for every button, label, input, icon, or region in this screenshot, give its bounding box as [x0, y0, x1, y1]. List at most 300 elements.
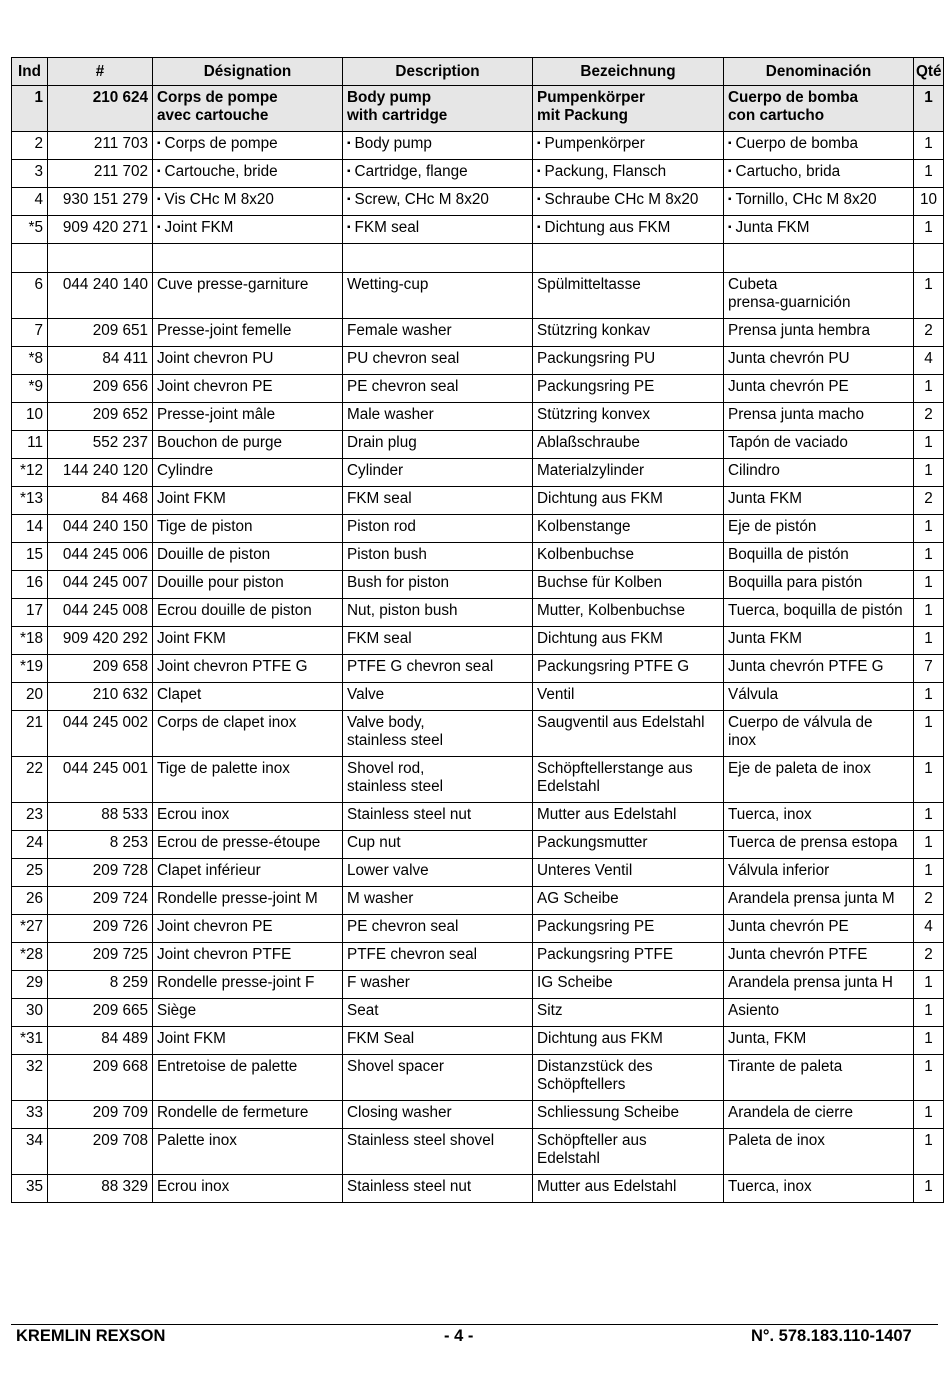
cell-denominacion-text: Tapón de vaciado	[728, 434, 848, 451]
table-row	[12, 571, 944, 599]
cell-denominacion	[724, 1129, 914, 1175]
cell-designation-text: Bouchon de purge	[157, 434, 283, 451]
cell-denominacion-text: Tuerca, inox	[728, 806, 812, 823]
cell-description-text: Body pump	[347, 89, 432, 106]
cell-ind-text: 26	[25, 890, 43, 907]
cell-denominacion-text: Boquilla de pistón	[728, 546, 849, 563]
cell-denominacion-text: Junta chevrón PU	[728, 350, 850, 367]
cell-bezeichnung	[533, 543, 724, 571]
cell-qty	[914, 431, 944, 459]
bullet-icon: ▪	[157, 166, 161, 177]
table-row	[12, 160, 944, 188]
cell-part-number	[48, 273, 153, 319]
cell-denominacion-text: Prensa junta macho	[728, 406, 865, 423]
cell-description-text: Stainless steel shovel	[347, 1132, 495, 1149]
cell-part-number-text: 209 724	[92, 890, 148, 907]
cell-bezeichnung-text: Packungsring PTFE	[537, 946, 674, 963]
cell-bezeichnung	[533, 459, 724, 487]
cell-bezeichnung-text: Edelstahl	[537, 778, 600, 795]
cell-qty	[914, 403, 944, 431]
cell-denominacion	[724, 943, 914, 971]
cell-description-text: FKM seal	[354, 219, 420, 236]
cell-description-text: FKM Seal	[347, 1030, 415, 1047]
table-row	[12, 1027, 944, 1055]
cell-designation-text: Tige de piston	[157, 518, 253, 535]
cell-ind	[12, 859, 48, 887]
cell-ind	[12, 971, 48, 999]
cell-designation-text: Cylindre	[157, 462, 214, 479]
cell-designation	[153, 132, 343, 160]
cell-designation	[153, 347, 343, 375]
cell-ind-text: *31	[20, 1030, 43, 1047]
bullet-icon: ▪	[347, 166, 351, 177]
cell-designation	[153, 487, 343, 515]
cell-bezeichnung-text: IG Scheibe	[537, 974, 613, 991]
cell-denominacion-text: Junta, FKM	[728, 1030, 807, 1047]
bullet-icon: ▪	[537, 166, 541, 177]
cell-bezeichnung-text: Pumpenkörper	[537, 89, 645, 106]
cell-designation-text: Clapet	[157, 686, 202, 703]
cell-denominacion-text: Cuerpo de válvula de	[728, 714, 873, 731]
cell-bezeichnung-text: Materialzylinder	[537, 462, 645, 479]
cell-description	[343, 160, 533, 188]
cell-qty	[914, 347, 944, 375]
cell-part-number	[48, 683, 153, 711]
cell-part-number-text: 210 632	[92, 686, 148, 703]
cell-ind	[12, 571, 48, 599]
table-row	[12, 887, 944, 915]
bullet-icon: ▪	[537, 222, 541, 233]
cell-qty	[914, 859, 944, 887]
table-row	[12, 803, 944, 831]
cell-designation-text: Corps de pompe	[164, 135, 278, 152]
cell-bezeichnung-text: Packungsring PU	[537, 350, 656, 367]
col-header-denominacion: Denominación	[724, 58, 914, 86]
cell-designation-text: Clapet inférieur	[157, 862, 261, 879]
cell-denominacion-text: Junta chevrón PE	[728, 918, 849, 935]
cell-denominacion	[724, 571, 914, 599]
cell-part-number-text: 209 709	[92, 1104, 148, 1121]
cell-qty-text: 1	[924, 434, 933, 451]
cell-designation-text: Ecrou douille de piston	[157, 602, 312, 619]
cell-bezeichnung	[533, 803, 724, 831]
cell-denominacion-text: prensa-guarnición	[728, 294, 851, 311]
cell-bezeichnung-text: Ventil	[537, 686, 575, 703]
cell-description-text: Stainless steel nut	[347, 1178, 472, 1195]
cell-description-text: Nut, piston bush	[347, 602, 458, 619]
cell-denominacion-text: Tornillo, CHc M 8x20	[735, 191, 877, 208]
cell-bezeichnung	[533, 347, 724, 375]
cell-qty	[914, 132, 944, 160]
cell-part-number-text: 209 665	[92, 1002, 148, 1019]
cell-denominacion	[724, 543, 914, 571]
cell-ind-text: 7	[34, 322, 43, 339]
table-row	[12, 319, 944, 347]
cell-bezeichnung-text: AG Scheibe	[537, 890, 619, 907]
table-row	[12, 403, 944, 431]
cell-designation	[153, 160, 343, 188]
cell-part-number-text: 88 533	[101, 806, 148, 823]
cell-bezeichnung-text: Saugventil aus Edelstahl	[537, 714, 705, 731]
col-header-ind: Ind	[12, 58, 48, 86]
cell-denominacion	[724, 459, 914, 487]
cell-bezeichnung-text: Spülmitteltasse	[537, 276, 641, 293]
cell-description	[343, 757, 533, 803]
cell-part-number	[48, 431, 153, 459]
cell-description-text: Lower valve	[347, 862, 429, 879]
cell-denominacion	[724, 999, 914, 1027]
cell-description	[343, 1175, 533, 1203]
table-row	[12, 599, 944, 627]
cell-description	[343, 683, 533, 711]
cell-denominacion-text: Paleta de inox	[728, 1132, 825, 1149]
cell-part-number-text: 909 420 292	[62, 630, 148, 647]
cell-designation	[153, 244, 343, 273]
cell-ind-text: 17	[25, 602, 43, 619]
cell-qty	[914, 943, 944, 971]
bullet-icon: ▪	[728, 138, 732, 149]
table-row	[12, 216, 944, 244]
cell-ind	[12, 515, 48, 543]
cell-denominacion-text: Válvula	[728, 686, 779, 703]
cell-denominacion	[724, 487, 914, 515]
cell-bezeichnung	[533, 515, 724, 543]
cell-designation-text: Ecrou inox	[157, 1178, 230, 1195]
cell-description-text: Valve body,	[347, 714, 425, 731]
cell-part-number-text: 84 489	[101, 1030, 148, 1047]
cell-denominacion	[724, 347, 914, 375]
cell-part-number	[48, 599, 153, 627]
cell-qty	[914, 1027, 944, 1055]
cell-ind-text: 2	[34, 135, 43, 152]
cell-qty-text: 1	[924, 462, 933, 479]
cell-part-number	[48, 216, 153, 244]
cell-bezeichnung	[533, 132, 724, 160]
cell-qty-text: 1	[924, 163, 933, 180]
cell-bezeichnung	[533, 915, 724, 943]
cell-part-number-text: 930 151 279	[62, 191, 148, 208]
cell-qty-text: 1	[924, 1178, 933, 1195]
cell-description-text: Shovel rod,	[347, 760, 425, 777]
table-row	[12, 487, 944, 515]
cell-description	[343, 803, 533, 831]
cell-part-number-text: 211 703	[93, 135, 148, 152]
cell-qty-text: 1	[924, 574, 933, 591]
cell-part-number	[48, 459, 153, 487]
cell-qty-text: 1	[924, 1030, 933, 1047]
cell-part-number	[48, 1027, 153, 1055]
cell-denominacion	[724, 1027, 914, 1055]
cell-qty	[914, 655, 944, 683]
table-row	[12, 655, 944, 683]
cell-qty	[914, 375, 944, 403]
cell-part-number-text: 044 245 002	[62, 714, 148, 731]
cell-designation-text: Joint chevron PE	[157, 918, 273, 935]
cell-designation	[153, 319, 343, 347]
cell-qty	[914, 1129, 944, 1175]
cell-designation-text: Tige de palette inox	[157, 760, 290, 777]
cell-description	[343, 887, 533, 915]
footer-divider	[11, 1324, 938, 1325]
cell-denominacion-text: con cartucho	[728, 107, 825, 124]
cell-description	[343, 1027, 533, 1055]
cell-ind-text: *18	[20, 630, 43, 647]
cell-qty-text: 1	[924, 546, 933, 563]
cell-description-text: Drain plug	[347, 434, 417, 451]
table-row	[12, 915, 944, 943]
cell-ind	[12, 543, 48, 571]
cell-designation	[153, 543, 343, 571]
cell-description	[343, 1055, 533, 1101]
cell-qty-text: 1	[924, 686, 933, 703]
table-row	[12, 943, 944, 971]
cell-denominacion	[724, 803, 914, 831]
cell-denominacion	[724, 244, 914, 273]
cell-designation	[153, 757, 343, 803]
cell-part-number	[48, 887, 153, 915]
cell-qty-text: 1	[924, 89, 933, 106]
cell-qty-text: 1	[924, 602, 933, 619]
cell-denominacion	[724, 887, 914, 915]
col-header-qty: Qté	[914, 58, 944, 86]
cell-ind	[12, 999, 48, 1027]
table-row	[12, 375, 944, 403]
cell-bezeichnung	[533, 319, 724, 347]
table-row	[12, 347, 944, 375]
cell-denominacion-text: Eje de paleta de inox	[728, 760, 871, 777]
cell-designation	[153, 1129, 343, 1175]
cell-denominacion	[724, 599, 914, 627]
cell-denominacion	[724, 831, 914, 859]
cell-bezeichnung-text: Edelstahl	[537, 1150, 600, 1167]
table-row	[12, 132, 944, 160]
cell-part-number	[48, 1129, 153, 1175]
cell-denominacion	[724, 319, 914, 347]
cell-bezeichnung-text: Packungsring PE	[537, 918, 655, 935]
cell-ind-text: *28	[20, 946, 43, 963]
bullet-icon: ▪	[537, 194, 541, 205]
cell-denominacion	[724, 375, 914, 403]
cell-designation	[153, 887, 343, 915]
cell-qty-text: 1	[924, 760, 933, 777]
cell-designation-text: Joint chevron PE	[157, 378, 273, 395]
cell-description-text: PE chevron seal	[347, 918, 459, 935]
cell-description	[343, 273, 533, 319]
cell-qty-text: 4	[924, 350, 933, 367]
cell-bezeichnung	[533, 757, 724, 803]
cell-ind	[12, 1101, 48, 1129]
bullet-icon: ▪	[157, 222, 161, 233]
cell-denominacion-text: Arandela prensa junta M	[728, 890, 895, 907]
cell-qty-text: 1	[924, 219, 933, 236]
cell-bezeichnung-text: Packungsring PTFE G	[537, 658, 690, 675]
cell-ind-text: 33	[25, 1104, 43, 1121]
cell-bezeichnung	[533, 1027, 724, 1055]
cell-denominacion	[724, 86, 914, 132]
cell-designation	[153, 599, 343, 627]
cell-denominacion-text: Cilindro	[728, 462, 780, 479]
cell-part-number-text: 044 240 140	[62, 276, 148, 293]
cell-denominacion	[724, 160, 914, 188]
cell-designation	[153, 943, 343, 971]
cell-bezeichnung	[533, 683, 724, 711]
cell-designation-text: Joint FKM	[157, 1030, 226, 1047]
cell-part-number	[48, 711, 153, 757]
cell-qty	[914, 188, 944, 216]
cell-description-text: stainless steel	[347, 732, 444, 749]
cell-ind	[12, 319, 48, 347]
cell-description	[343, 655, 533, 683]
cell-denominacion-text: Eje de pistón	[728, 518, 817, 535]
cell-designation	[153, 431, 343, 459]
cell-bezeichnung-text: Schöpftellerstange aus	[537, 760, 693, 777]
cell-qty-text: 2	[924, 890, 933, 907]
cell-ind-text: 34	[25, 1132, 43, 1149]
cell-designation	[153, 403, 343, 431]
cell-ind	[12, 403, 48, 431]
cell-qty	[914, 216, 944, 244]
cell-part-number	[48, 831, 153, 859]
cell-part-number	[48, 627, 153, 655]
cell-description-text: Valve	[347, 686, 385, 703]
cell-qty-text: 1	[924, 135, 933, 152]
cell-part-number	[48, 543, 153, 571]
cell-part-number	[48, 655, 153, 683]
cell-part-number-text: 84 468	[101, 490, 148, 507]
cell-part-number	[48, 757, 153, 803]
cell-bezeichnung-text: Kolbenbuchse	[537, 546, 634, 563]
cell-designation	[153, 971, 343, 999]
cell-description-text: Wetting-cup	[347, 276, 429, 293]
table-row	[12, 1129, 944, 1175]
cell-designation	[153, 627, 343, 655]
col-header-number: #	[48, 58, 153, 86]
cell-designation-text: Rondelle presse-joint M	[157, 890, 318, 907]
cell-designation	[153, 188, 343, 216]
cell-ind	[12, 1027, 48, 1055]
cell-ind	[12, 273, 48, 319]
cell-description-text: Piston rod	[347, 518, 416, 535]
cell-ind	[12, 188, 48, 216]
cell-denominacion-text: Boquilla para pistón	[728, 574, 863, 591]
cell-ind-text: *5	[28, 219, 43, 236]
cell-denominacion	[724, 627, 914, 655]
cell-denominacion-text: Tirante de paleta	[728, 1058, 843, 1075]
cell-description	[343, 244, 533, 273]
cell-description-text: F washer	[347, 974, 410, 991]
cell-denominacion-text: Arandela de cierre	[728, 1104, 853, 1121]
cell-denominacion-text: Junta chevrón PTFE	[728, 946, 868, 963]
cell-denominacion-text: Tuerca, boquilla de pistón	[728, 602, 903, 619]
cell-bezeichnung	[533, 86, 724, 132]
cell-ind	[12, 86, 48, 132]
table-row	[12, 971, 944, 999]
cell-part-number-text: 88 329	[101, 1178, 148, 1195]
cell-designation	[153, 459, 343, 487]
cell-qty	[914, 571, 944, 599]
cell-description	[343, 711, 533, 757]
cell-description	[343, 831, 533, 859]
cell-ind-text: 4	[34, 191, 43, 208]
cell-part-number	[48, 375, 153, 403]
cell-denominacion	[724, 683, 914, 711]
cell-bezeichnung	[533, 831, 724, 859]
cell-part-number-text: 044 245 007	[62, 574, 148, 591]
cell-description	[343, 487, 533, 515]
cell-bezeichnung-text: Unteres Ventil	[537, 862, 633, 879]
cell-bezeichnung-text: Dichtung aus FKM	[537, 1030, 663, 1047]
cell-description-text: FKM seal	[347, 490, 412, 507]
cell-qty	[914, 543, 944, 571]
cell-description-text: Male washer	[347, 406, 434, 423]
table-row	[12, 515, 944, 543]
cell-part-number-text: 8 253	[109, 834, 148, 851]
cell-part-number	[48, 571, 153, 599]
cell-qty	[914, 915, 944, 943]
cell-bezeichnung-text: Schöpftellers	[537, 1076, 626, 1093]
cell-part-number-text: 209 668	[92, 1058, 148, 1075]
bullet-icon: ▪	[347, 222, 351, 233]
cell-description-text: Female washer	[347, 322, 452, 339]
cell-part-number	[48, 132, 153, 160]
cell-qty	[914, 971, 944, 999]
cell-qty	[914, 515, 944, 543]
cell-designation	[153, 515, 343, 543]
col-header-description: Description	[343, 58, 533, 86]
cell-ind-text: 6	[34, 276, 43, 293]
cell-denominacion-text: Válvula inferior	[728, 862, 830, 879]
cell-ind	[12, 1129, 48, 1175]
cell-denominacion	[724, 971, 914, 999]
cell-bezeichnung	[533, 999, 724, 1027]
cell-description	[343, 999, 533, 1027]
cell-ind	[12, 915, 48, 943]
cell-denominacion	[724, 273, 914, 319]
cell-designation-text: Vis CHc M 8x20	[164, 191, 274, 208]
cell-designation	[153, 803, 343, 831]
cell-bezeichnung-text: Buchse für Kolben	[537, 574, 663, 591]
cell-designation-text: Presse-joint femelle	[157, 322, 292, 339]
cell-description-text: Body pump	[354, 135, 432, 152]
cell-part-number	[48, 915, 153, 943]
cell-bezeichnung-text: Schraube CHc M 8x20	[544, 191, 699, 208]
cell-designation	[153, 1175, 343, 1203]
cell-qty	[914, 999, 944, 1027]
cell-description-text: M washer	[347, 890, 414, 907]
cell-denominacion	[724, 216, 914, 244]
cell-ind	[12, 160, 48, 188]
cell-part-number-text: 044 245 008	[62, 602, 148, 619]
cell-bezeichnung-text: Mutter aus Edelstahl	[537, 1178, 677, 1195]
cell-bezeichnung	[533, 403, 724, 431]
cell-ind-text: 29	[25, 974, 43, 991]
cell-qty-text: 1	[924, 714, 933, 731]
table-row	[12, 1055, 944, 1101]
cell-ind-text: 1	[34, 89, 43, 106]
cell-qty	[914, 160, 944, 188]
table-row	[12, 431, 944, 459]
cell-part-number	[48, 347, 153, 375]
cell-ind-text: 22	[25, 760, 43, 777]
cell-ind	[12, 216, 48, 244]
cell-description	[343, 347, 533, 375]
cell-designation-text: Palette inox	[157, 1132, 237, 1149]
cell-part-number	[48, 86, 153, 132]
cell-ind	[12, 459, 48, 487]
cell-qty-text: 1	[924, 862, 933, 879]
cell-ind-text: 32	[25, 1058, 43, 1075]
cell-designation	[153, 711, 343, 757]
